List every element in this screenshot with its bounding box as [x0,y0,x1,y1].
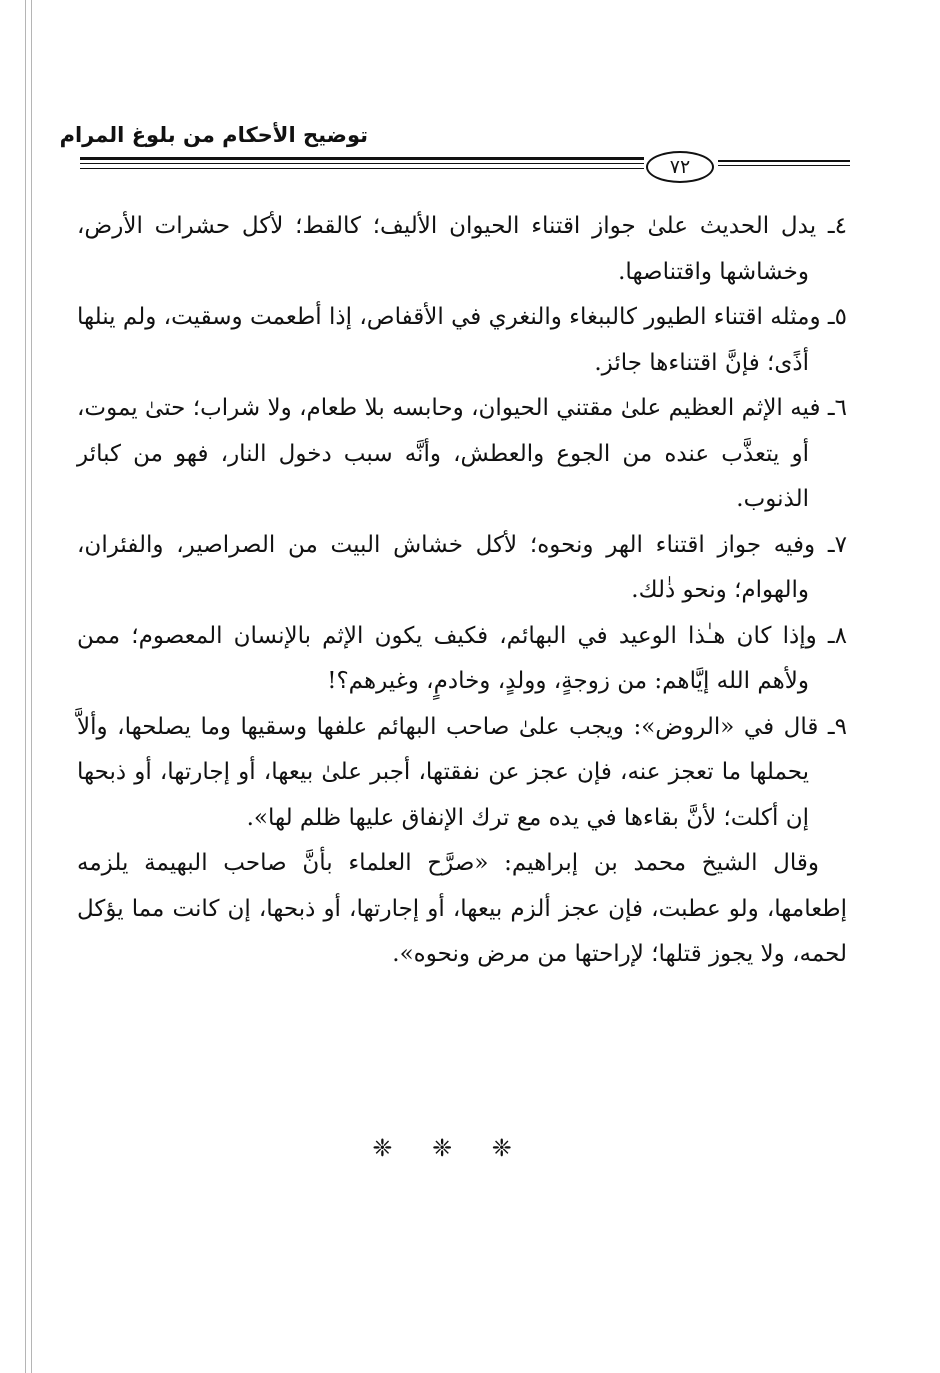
list-item: ٨ـ وإذا كان هـٰذا الوعيد في البهائم، فكيف يكون الإثم بالإنسان المعصوم؛ ممن ولأهم الله إيَّاهم: من زوجةٍ، وولدٍ، وخادمٍ، وغيرهم؟! [77,622,847,694]
section-end-ornament: ❈ ❈ ❈ [372,1134,528,1162]
list-item: ٦ـ فيه الإثم العظيم علىٰ مقتني الحيوان، وحابسه بلا طعام، ولا شراب؛ حتىٰ يموت، أو يتعذَّب عنده من الجوع والعطش، وأنَّه سبب دخول النار، فهو من كبائر الذنوب. [77,395,847,512]
left-margin-line-inner [31,0,32,1373]
list-item: ٥ـ ومثله اقتناء الطيور كالببغاء والنغري في الأقفاص، إذا أطعمت وسقيت، ولم ينلها أذًى؛ فإنَّ اقتناءها جائز. [77,304,847,376]
left-margin-line [25,0,26,1373]
running-header-title: توضيح الأحكام من بلوغ المرام [59,123,368,147]
page-body [77,204,847,978]
list-item: ٩ـ قال في «الروض»: ويجب علىٰ صاحب البهائم علفها وسقيها وما يصلحها، وألاَّ يحملها ما تعجز عنه، فإن عجز عن نفقتها، أجبر علىٰ بيعها، أو إجارتها، أو ذبحها إن أكلت؛ لأنَّ بقاءها في يده مع ترك الإنفاق عليها ظلم لها». [77,713,847,831]
header-rule-right-thin [718,165,850,166]
header-rule-right [718,160,850,162]
page-number: ٧٢ [646,151,714,183]
header-rule-lower [80,168,644,169]
list-item: ٤ـ يدل الحديث علىٰ جواز اقتناء الحيوان الأليف؛ كالقط؛ لأكل حشرات الأرض، وخشاشها واقتناصها. [77,213,847,285]
list-item: ٧ـ وفيه جواز اقتناء الهر ونحوه؛ لأكل خشاش البيت من الصراصير، والفئران، والهوام؛ ونحو ذٰلك. [77,531,847,603]
quoted-paragraph: وقال الشيخ محمد بن إبراهيم: «صرَّح العلماء بأنَّ صاحب البهيمة يلزمه إطعامها، ولو عطبت، فإن عجز ألزم بيعها، أو إجارتها، أو ذبحها، إن كانت مما يؤكل لحمه، ولا يجوز قتلها؛ لإراحتها من مرض ونحوه». [77,850,847,967]
header-rule-thin [80,163,644,164]
header-rule-thick [80,157,644,160]
